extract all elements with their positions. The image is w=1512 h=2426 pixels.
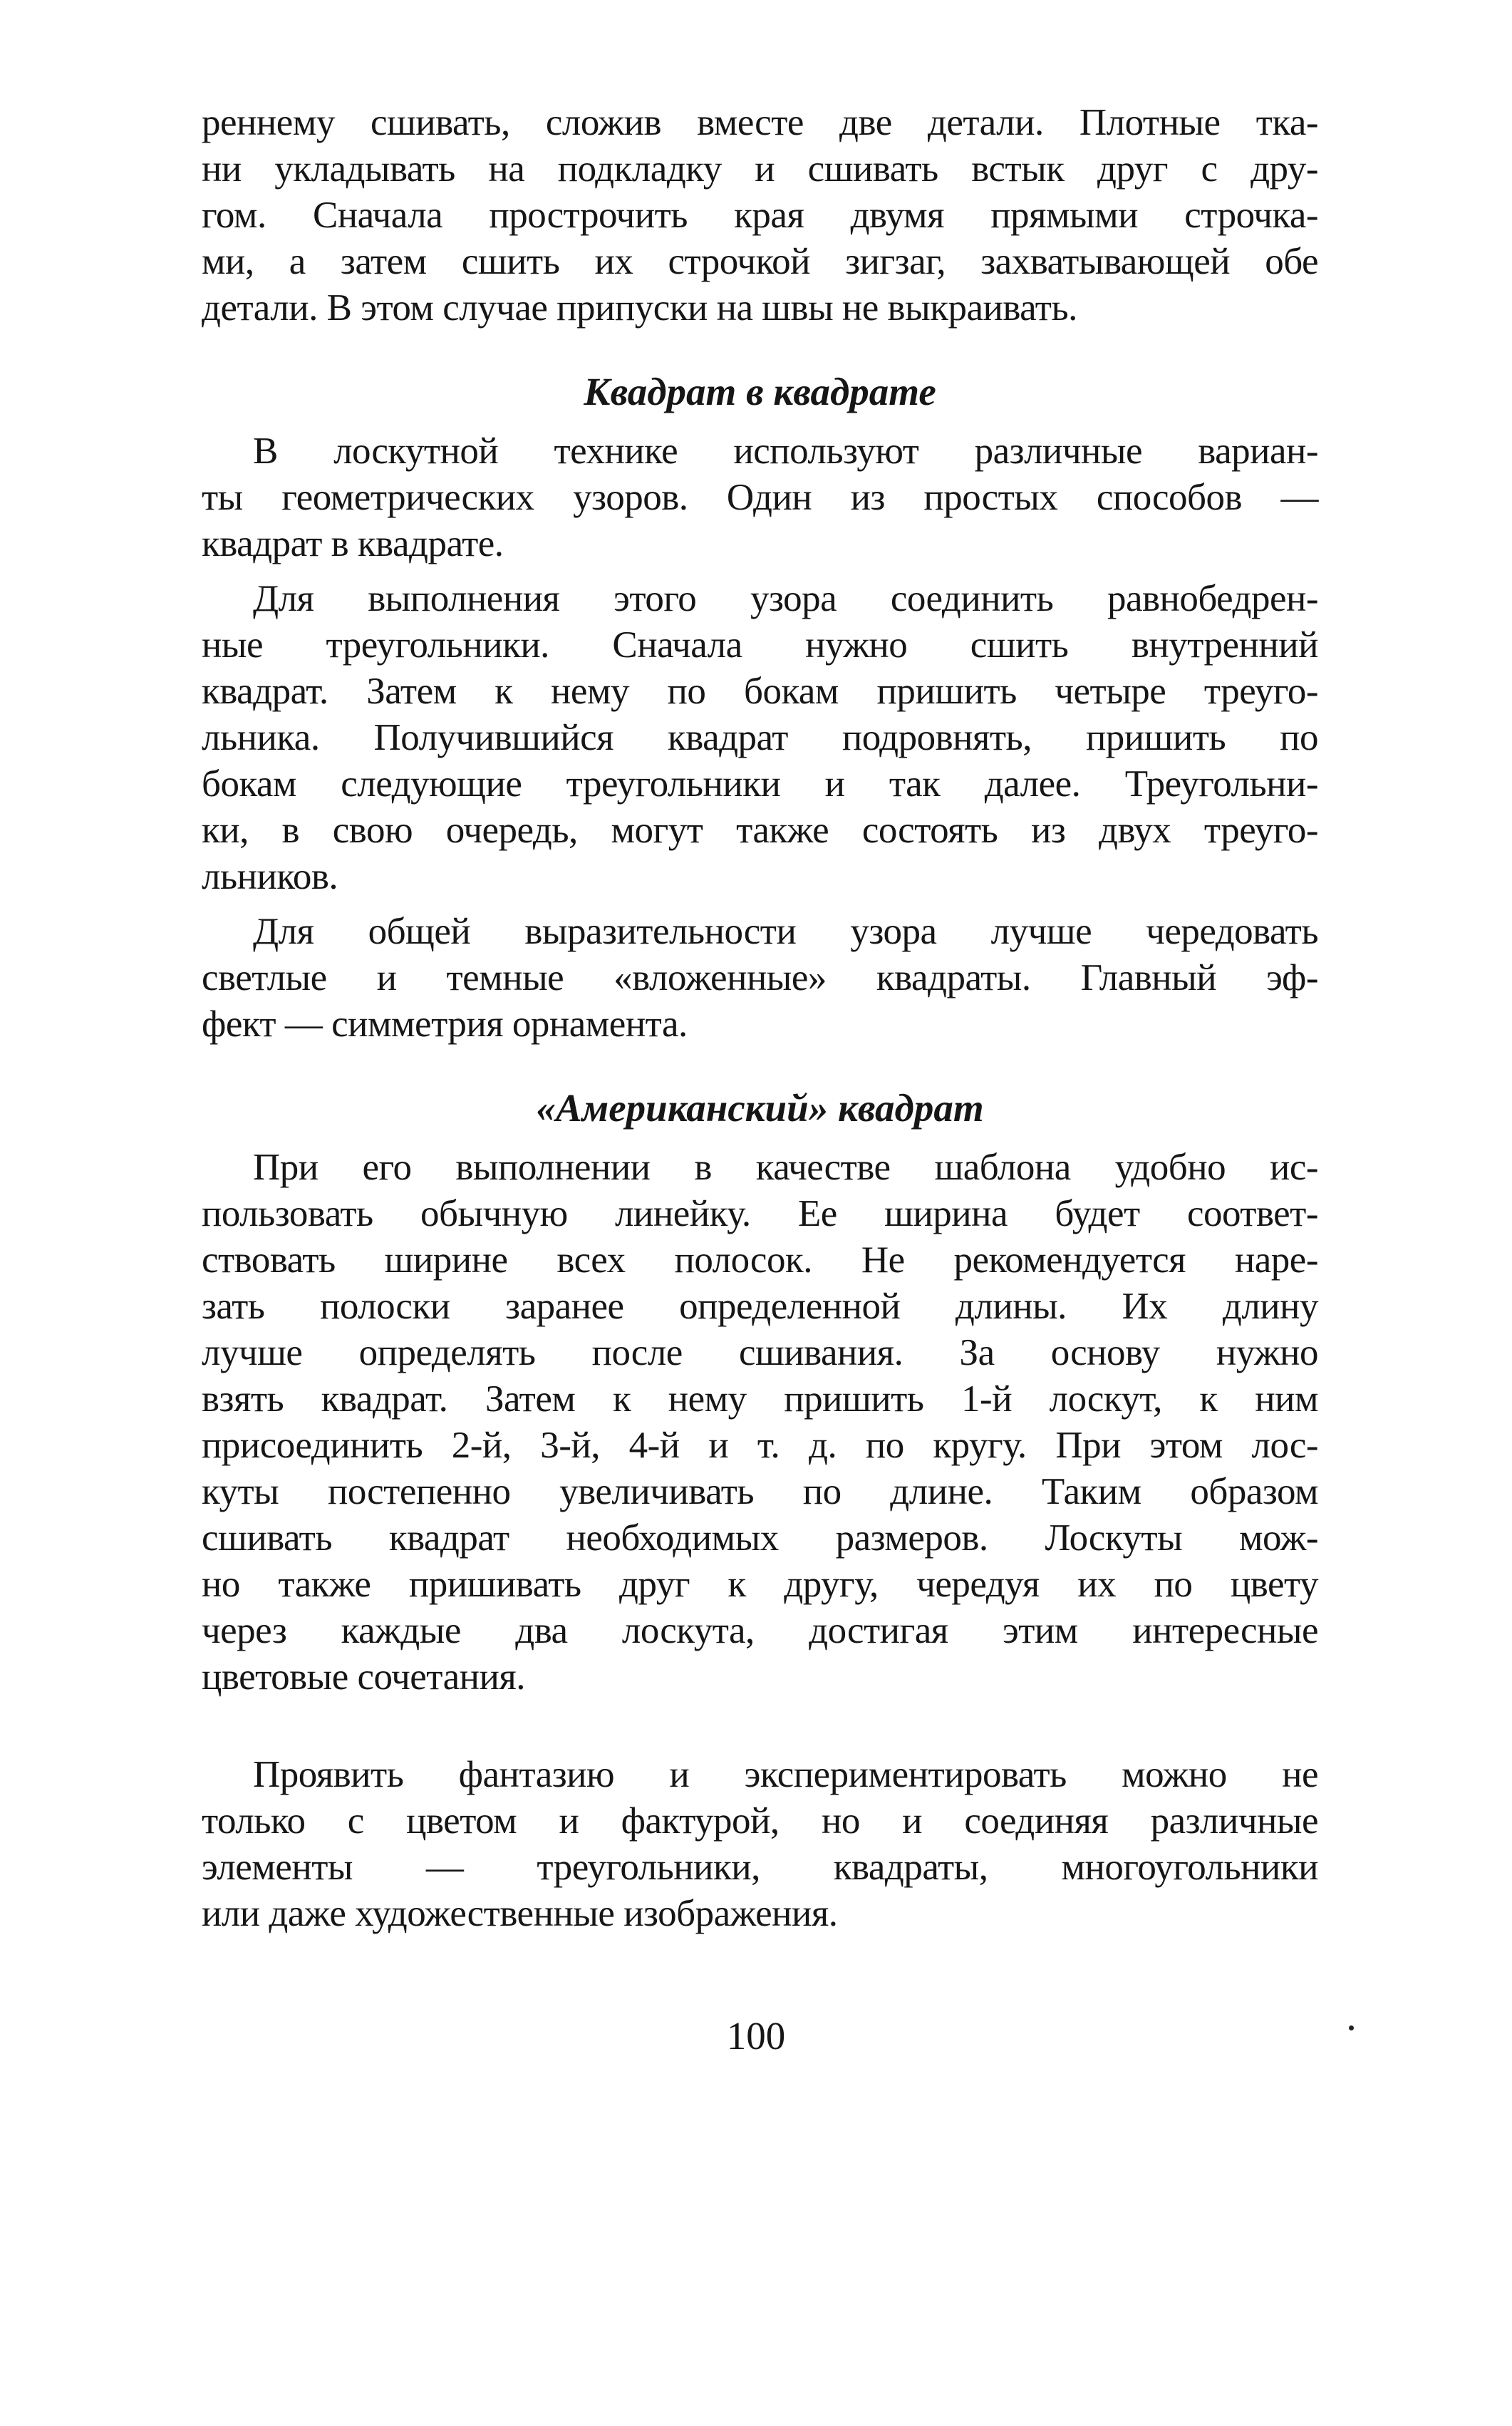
text-line: детали. В этом случае припуски на швы не выкраивать. xyxy=(202,287,1077,329)
text-line: через каждые два лоскута, достигая этим интересные xyxy=(202,1610,1318,1651)
text-line: ки, в свою очередь, могут также состоять из двух треуго- xyxy=(202,810,1318,851)
text-line: лучше определять после сшивания. За основу нужно xyxy=(202,1332,1318,1373)
text-line: квадрат в квадрате. xyxy=(202,523,504,564)
text-line: льников. xyxy=(202,856,338,897)
paragraph xyxy=(202,576,1318,900)
text-line: или даже художественные изображения. xyxy=(202,1893,838,1934)
text-line: ные треугольники. Сначала нужно сшить внутренний xyxy=(202,624,1318,666)
text-column xyxy=(202,100,1318,1937)
text-line: В лоскутной технике используют различные вариан- xyxy=(253,430,1318,472)
page-number: 100 xyxy=(726,2014,786,2058)
text-line: светлые и темные «вложенные» квадраты. Главный эф- xyxy=(202,957,1318,998)
text-line: гом. Сначала прострочить края двумя прямыми строчка- xyxy=(202,195,1318,236)
text-line: льника. Получившийся квадрат подровнять, пришить по xyxy=(202,717,1318,758)
text-line: Проявить фантазию и экспериментировать можно не xyxy=(253,1754,1318,1795)
text-line: ты геометрических узоров. Один из простых способов — xyxy=(202,477,1318,518)
paragraph xyxy=(202,1752,1318,1937)
text-line: только с цветом и фактурой, но и соединяя различные xyxy=(202,1800,1318,1842)
text-line: ствовать ширине всех полосок. Не рекомендуется наре- xyxy=(202,1239,1318,1281)
section-heading: Квадрат в квадрате xyxy=(584,370,936,413)
text-line: реннему сшивать, сложив вместе две детали. Плотные тка- xyxy=(202,102,1318,143)
section-heading: «Американский» квадрат xyxy=(536,1086,984,1130)
text-line: Для общей выразительности узора лучше чередовать xyxy=(253,911,1318,952)
text-line: фект — симметрия орнамента. xyxy=(202,1003,688,1045)
text-line: пользовать обычную линейку. Ее ширина будет соответ- xyxy=(202,1193,1318,1234)
text-line: куты постепенно увеличивать по длине. Таким образом xyxy=(202,1471,1318,1512)
text-line: ни укладывать на подкладку и сшивать встык друг с дру- xyxy=(202,148,1318,190)
paragraph xyxy=(202,909,1318,1048)
text-line: бокам следующие треугольники и так далее. Треугольни- xyxy=(202,763,1318,805)
text-line: присоединить 2-й, 3-й, 4-й и т. д. по кругу. При этом лос- xyxy=(202,1425,1318,1466)
text-line: Для выполнения этого узора соединить равнобедрен- xyxy=(253,578,1318,619)
text-line: ми, а затем сшить их строчкой зигзаг, захватывающей обе xyxy=(202,241,1318,282)
text-line: взять квадрат. Затем к нему пришить 1-й лоскут, к ним xyxy=(202,1378,1318,1420)
intro-paragraph xyxy=(202,100,1318,331)
paragraph xyxy=(202,1145,1318,1700)
scan-speck xyxy=(1349,2025,1354,2030)
text-line: цветовые сочетания. xyxy=(202,1656,525,1698)
text-line: элементы — треугольники, квадраты, многоугольники xyxy=(202,1847,1318,1888)
text-line: зать полоски заранее определенной длины. Их длину xyxy=(202,1286,1318,1327)
text-line: но также пришивать друг к другу, чередуя их по цвету xyxy=(202,1564,1318,1605)
text-line: квадрат. Затем к нему по бокам пришить четыре треуго- xyxy=(202,671,1318,712)
text-line: При его выполнении в качестве шаблона удобно ис- xyxy=(253,1147,1318,1188)
text-line: сшивать квадрат необходимых размеров. Лоскуты мож- xyxy=(202,1517,1318,1559)
paragraph xyxy=(202,428,1318,567)
